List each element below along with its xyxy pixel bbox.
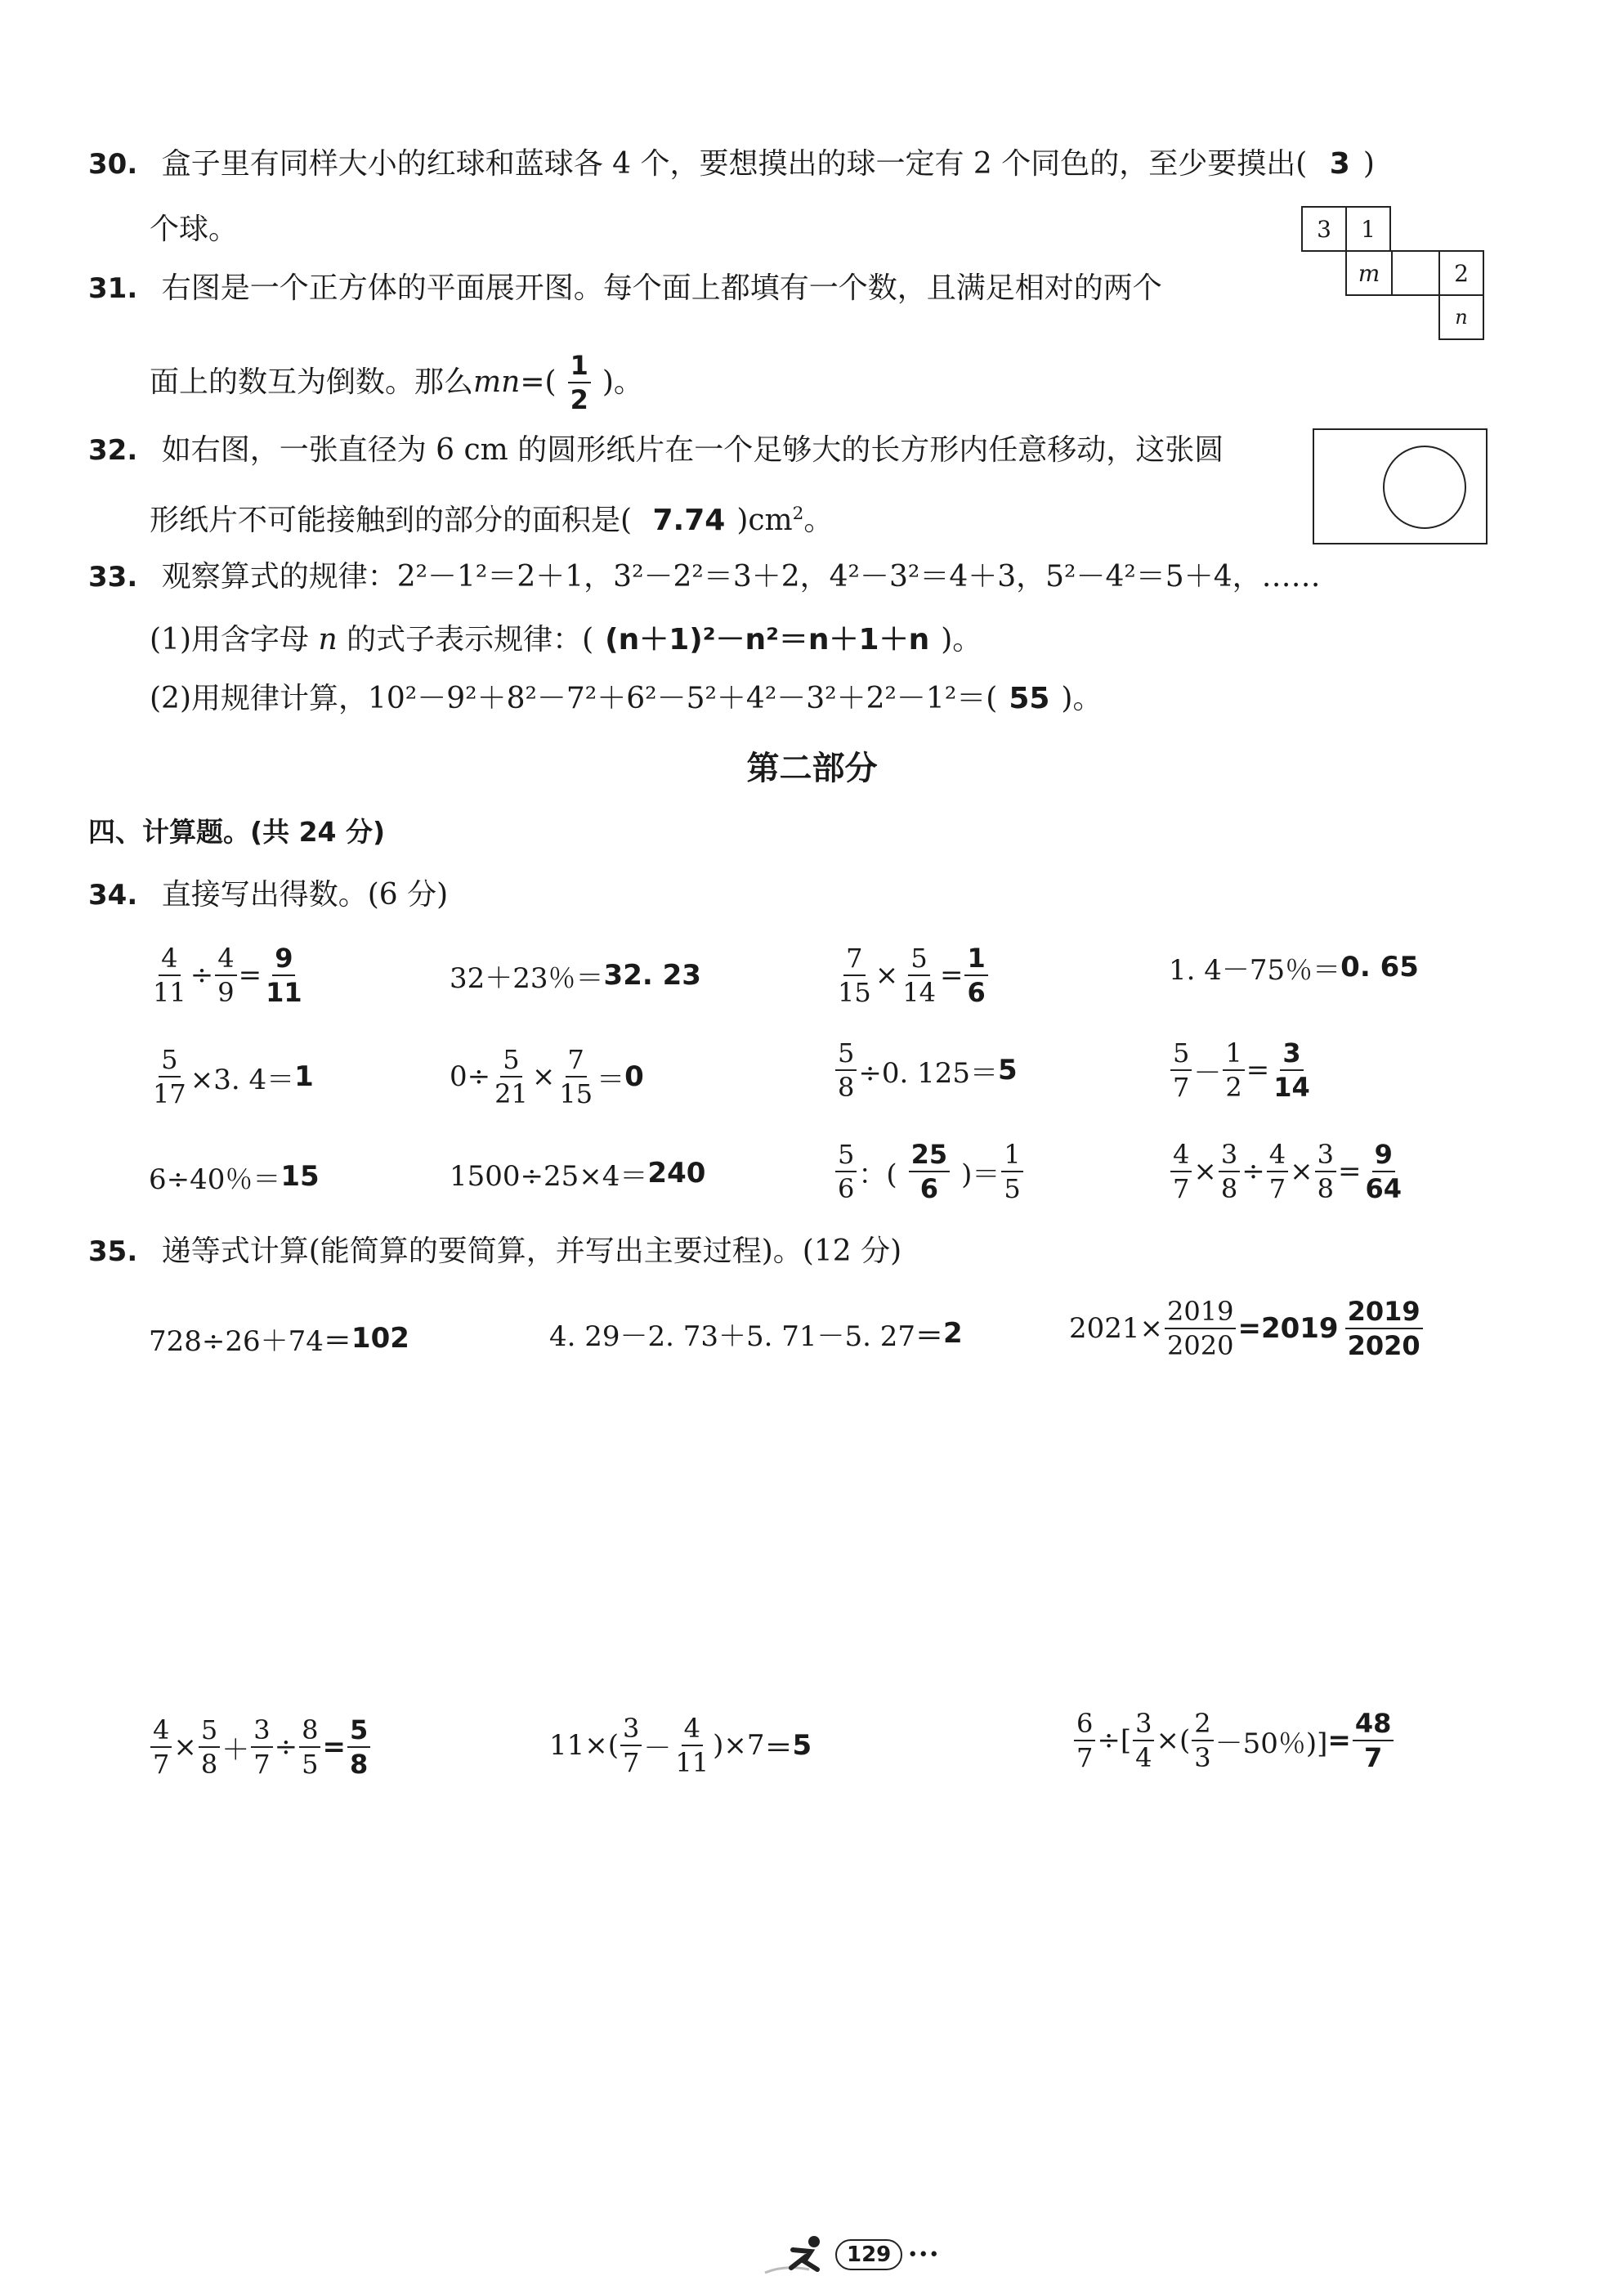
answer-den: 2020: [1347, 1330, 1420, 1361]
q34-r1c3: [834, 930, 990, 1020]
q33-part2: [150, 680, 1102, 718]
frac-num: 4: [150, 1717, 172, 1748]
operator: ×: [1193, 1155, 1217, 1188]
q35-number: 35.: [88, 1235, 138, 1268]
operator: ×: [1290, 1155, 1313, 1188]
frac-den: 11: [675, 1747, 709, 1778]
frac-den: 9: [217, 977, 235, 1008]
frac-den: 8: [200, 1749, 218, 1780]
q35-heading: [88, 1233, 901, 1270]
answer-num: 2019: [1345, 1298, 1423, 1329]
q32-sup: 2: [792, 504, 804, 524]
frac-den: 7: [253, 1749, 271, 1780]
q33-p2c: )。: [1061, 682, 1103, 715]
frac-den: 2020: [1167, 1330, 1234, 1361]
frac-num: 1: [1001, 1141, 1022, 1172]
frac-num: 7: [843, 945, 865, 976]
equals: =: [238, 959, 262, 992]
equals: =: [322, 1731, 346, 1763]
operator: ×(: [1156, 1724, 1191, 1757]
expression: )×7: [713, 1729, 765, 1762]
answer-whole: 2019: [1260, 1312, 1339, 1345]
q34-r1c4: [1169, 922, 1419, 1012]
frac-den: 7: [153, 1749, 170, 1780]
answer: 102: [351, 1322, 409, 1355]
frac-den: 3: [1194, 1742, 1211, 1773]
answer: 5: [998, 1054, 1018, 1086]
frac-den: 8: [1220, 1173, 1238, 1204]
expression: 2021×: [1069, 1312, 1164, 1345]
q30-line1: [88, 146, 1375, 183]
equals: =: [1246, 1054, 1270, 1086]
expression: 6÷40％＝: [149, 1163, 281, 1196]
q35-e1: [149, 1293, 409, 1383]
frac-num: 1: [1223, 1040, 1244, 1071]
q32-text2: 形纸片不可能接触到的部分的面积是(: [150, 504, 633, 537]
expression: 32＋23％＝: [450, 961, 604, 995]
q32-text: 如右图，一张直径为 6 cm 的圆形纸片在一个足够大的长方形内任意移动，这张圆: [161, 433, 1224, 467]
equals: =: [1337, 1155, 1362, 1188]
operator: ：(: [858, 1158, 897, 1191]
frac-num: 4: [1170, 1141, 1192, 1172]
frac-den: 14: [902, 977, 936, 1008]
q33-number: 33.: [88, 561, 138, 594]
frac-den: 6: [838, 1173, 855, 1204]
expression: 11×(: [549, 1729, 620, 1762]
frac-num: 8: [299, 1717, 320, 1748]
answer-num: 48: [1353, 1710, 1394, 1741]
frac-den: 7: [1173, 1072, 1190, 1103]
q32-number: 32.: [88, 434, 138, 467]
q33-p2-answer: 55: [1009, 682, 1050, 715]
q31-close: )。: [602, 365, 643, 399]
q33-p1b: 的式子表示规律：(: [337, 623, 594, 656]
answer: 5: [792, 1729, 812, 1762]
equals: ＝: [323, 1324, 351, 1358]
circle-shape: [1383, 446, 1466, 529]
q34-r3c1: [149, 1131, 320, 1221]
expression: 0÷: [450, 1060, 491, 1093]
frac-den: 7: [1173, 1173, 1190, 1204]
answer: 32. 23: [603, 959, 701, 992]
q34-r3c2: [450, 1128, 705, 1218]
answer: 15: [280, 1160, 320, 1193]
frac-num: 4: [215, 945, 236, 976]
q31-number: 31.: [88, 272, 138, 305]
operator: ×: [173, 1731, 197, 1763]
q30-answer: 3: [1329, 147, 1350, 181]
net-cell-4: 2: [1438, 250, 1484, 296]
frac-den: 4: [1135, 1742, 1152, 1773]
q32-end: 。: [803, 504, 834, 537]
frac-den: 5: [1004, 1173, 1021, 1204]
operator: ÷[: [1097, 1724, 1132, 1757]
expression: 1500÷25×4＝: [450, 1159, 648, 1193]
frac-num: 5: [1170, 1040, 1192, 1071]
equals: =: [1237, 1312, 1261, 1345]
frac-num: 5: [159, 1046, 180, 1078]
frac-den: 7: [1076, 1742, 1094, 1773]
frac-num: 3: [1133, 1710, 1154, 1741]
answer-den: 64: [1365, 1173, 1402, 1204]
frac-den: 2: [1225, 1072, 1242, 1103]
frac-num: 4: [159, 945, 180, 976]
answer-den: 14: [1273, 1072, 1310, 1103]
frac-den: 5: [302, 1749, 319, 1780]
answer: 1: [294, 1060, 314, 1093]
net-cell-m: m: [1345, 250, 1393, 296]
frac-num: 3: [1219, 1141, 1240, 1172]
frac-num: 3: [251, 1717, 272, 1748]
q35-e2: [549, 1288, 963, 1378]
net-cell-2: 1: [1345, 206, 1391, 252]
operator: －: [643, 1732, 672, 1765]
part-title: 第二部分: [746, 750, 878, 787]
expression: 1. 4－75％＝: [1169, 953, 1341, 987]
frac-num: 3: [620, 1715, 642, 1746]
frac-num: 5: [908, 945, 929, 976]
operator: ÷: [1241, 1155, 1265, 1188]
q31-var: mn: [473, 365, 521, 399]
equals: =: [1327, 1724, 1351, 1757]
q35-e4: [149, 1702, 372, 1792]
q34-r1c1: [149, 930, 306, 1020]
equals: ＝: [915, 1319, 944, 1353]
q34-r2c4: [1169, 1025, 1314, 1115]
answer-num: 9: [1372, 1141, 1395, 1172]
q32-line1: [88, 432, 1224, 469]
operator: －: [1193, 1056, 1222, 1090]
frac-den: 7: [623, 1747, 640, 1778]
page-number: 129: [835, 2239, 902, 2270]
q34-r1c2: [450, 930, 701, 1020]
q34-r2c1: [149, 1032, 314, 1122]
net-cell-empty: [1391, 250, 1440, 296]
operator: ×: [875, 959, 899, 992]
q34-number: 34.: [88, 879, 138, 912]
frac-den: 8: [838, 1072, 855, 1103]
frac-num: 6: [1074, 1710, 1095, 1741]
q34-r2c3: [834, 1025, 1018, 1115]
frac-den: 11: [153, 977, 186, 1008]
net-cell-n: n: [1438, 294, 1484, 340]
net-cell-1: 3: [1301, 206, 1347, 252]
operator: ＋: [221, 1733, 250, 1767]
q30-number: 30.: [88, 148, 138, 181]
equals: =: [939, 959, 964, 992]
operator: ÷: [190, 959, 214, 992]
runner-logo-icon: [760, 2232, 835, 2278]
expression: ×3. 4＝: [190, 1063, 295, 1096]
expression: 4. 29－2. 73＋5. 71－5. 27: [549, 1319, 916, 1353]
frac-den: 15: [838, 977, 871, 1008]
operator: ×: [531, 1060, 556, 1093]
q31-answer-fraction: [568, 352, 591, 413]
answer: 240: [647, 1157, 706, 1190]
frac-num: 4: [1267, 1141, 1288, 1172]
q31-line2: [150, 350, 643, 415]
q31-line1: [88, 270, 1162, 307]
q33-p1var: n: [318, 623, 338, 656]
q32-answer: 7.74: [652, 504, 726, 537]
q35-text: 递等式计算(能简算的要简算，并写出主要过程)。(12 分): [161, 1234, 902, 1268]
q34-r3c3: [834, 1127, 1025, 1216]
q31-eq: =(: [520, 365, 557, 399]
page-footer: [760, 2232, 939, 2278]
answer: 0: [624, 1060, 644, 1093]
answer-num: 1: [964, 945, 987, 976]
expression: －50％)]: [1215, 1727, 1328, 1760]
frac-num: 5: [835, 1141, 857, 1172]
answer-num: 25: [909, 1141, 951, 1172]
q34-r2c2: [450, 1032, 644, 1122]
q34-heading: [88, 876, 448, 914]
answer-num: 3: [1280, 1040, 1303, 1071]
q33-p1c: )。: [941, 623, 982, 656]
q31-ans-den: 2: [570, 384, 588, 415]
q34-r3c4: [1169, 1127, 1406, 1216]
q32-close: )cm: [736, 504, 793, 537]
answer-den: 6: [967, 977, 986, 1008]
q35-e3: [1069, 1284, 1425, 1373]
frac-num: 5: [835, 1040, 857, 1071]
frac-num: 5: [500, 1046, 521, 1078]
expression: ÷0. 125＝: [858, 1056, 998, 1090]
q33-p2a: (2)用规律计算，10²－9²＋8²－7²＋6²－5²＋4²－3²＋2²－1²＝(: [150, 682, 998, 715]
q33-line1: [88, 558, 1321, 596]
answer-den: 7: [1364, 1742, 1383, 1773]
frac-den: 8: [1317, 1173, 1334, 1204]
q31-text2: 面上的数互为倒数。那么: [150, 365, 474, 399]
answer-num: 9: [272, 945, 295, 976]
answer-den: 6: [919, 1173, 939, 1204]
frac-num: 3: [1315, 1141, 1336, 1172]
answer-den: 8: [349, 1749, 369, 1780]
footer-dots: •••: [907, 2244, 940, 2265]
q33-p1a: (1)用含字母: [150, 623, 319, 656]
q35-e6: [1072, 1696, 1395, 1785]
answer: 2: [943, 1317, 963, 1350]
frac-den: 7: [1268, 1173, 1286, 1204]
frac-den: 17: [153, 1078, 186, 1109]
answer-num: 5: [347, 1717, 370, 1748]
section-heading: 四、计算题。(共 24 分): [88, 816, 386, 848]
frac-num: 5: [199, 1717, 220, 1748]
q33-p1-answer: (n＋1)²－n²＝n＋1＋n: [605, 623, 930, 656]
equals: ＝: [764, 1732, 793, 1765]
rectangle-circle-figure: [1313, 428, 1488, 544]
q33-part1: [150, 621, 982, 659]
q32-line2: [150, 495, 833, 540]
q30-close: ): [1362, 147, 1375, 181]
answer: 0. 65: [1340, 951, 1419, 983]
q31-ans-num: 1: [568, 352, 591, 383]
operator: ÷: [274, 1731, 298, 1763]
q33-text: 观察算式的规律：2²－1²＝2＋1，3²－2²＝3＋2，4²－3²＝4＋3，5²－4²＝5＋4，……: [161, 560, 1321, 594]
frac-num: 2019: [1165, 1298, 1236, 1329]
q30-text: 盒子里有同样大小的红球和蓝球各 4 个，要想摸出的球一定有 2 个同色的，至少要摸出(: [161, 147, 1308, 181]
q35-e5: [549, 1700, 812, 1790]
frac-num: 7: [566, 1046, 587, 1078]
q30-line2: 个球。: [150, 213, 239, 246]
equals: ＝: [597, 1063, 625, 1096]
frac-den: 15: [559, 1078, 593, 1109]
frac-num: 2: [1192, 1710, 1213, 1741]
q31-text: 右图是一个正方体的平面展开图。每个面上都填有一个数，且满足相对的两个: [161, 271, 1162, 305]
operator: )＝: [961, 1158, 1000, 1191]
expression: 728÷26＋74: [149, 1324, 324, 1358]
frac-den: 21: [494, 1078, 528, 1109]
q34-text: 直接写出得数。(6 分): [161, 878, 449, 912]
frac-num: 4: [682, 1715, 703, 1746]
answer-den: 11: [266, 977, 302, 1008]
